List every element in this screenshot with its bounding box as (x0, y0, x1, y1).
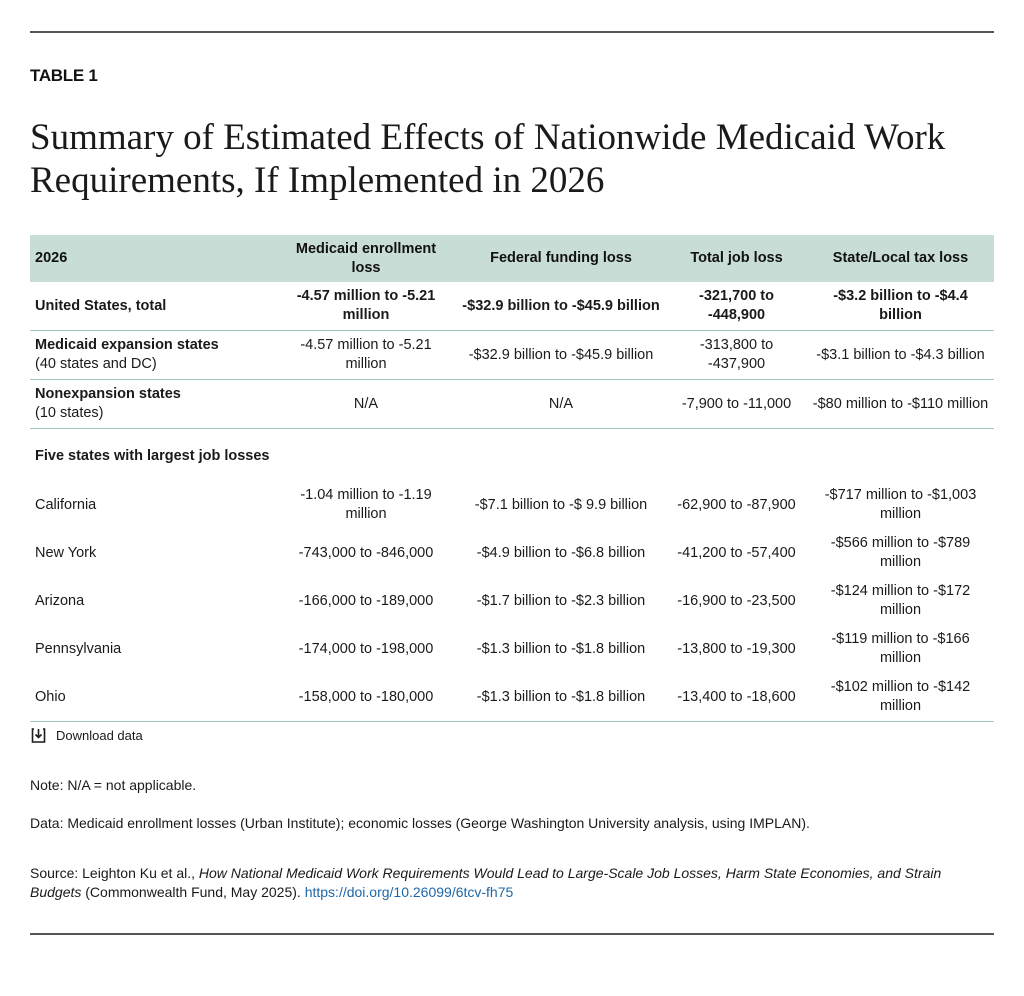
row-label: Pennsylvania (35, 640, 122, 657)
row-label: California (35, 496, 97, 513)
row-label (30, 380, 276, 429)
table-cell: -$119 million to -$166 million (831, 631, 970, 666)
table-cell: -$1.3 billion to -$1.8 billion (476, 640, 646, 657)
table-cell: -1.04 million to -1.19 million (300, 487, 432, 522)
section-label: Five states with largest job losses (35, 447, 270, 464)
table-row-state (30, 529, 994, 577)
table-cell: -13,400 to -18,600 (666, 673, 807, 722)
row-label: Arizona (35, 592, 85, 609)
table-cell: -7,900 to -11,000 (666, 380, 807, 429)
table-row-expansion (30, 331, 994, 380)
table-cell: -$32.9 billion to -$45.9 billion (456, 282, 666, 331)
table-cell: -166,000 to -189,000 (298, 592, 434, 609)
source-prefix: Source: Leighton Ku et al., (30, 865, 199, 881)
row-label-sub: (40 states and DC) (35, 356, 157, 372)
table-cell: -$102 million to -$142 million (807, 673, 994, 722)
table-cell: -62,900 to -87,900 (677, 496, 796, 513)
table-cell: -$3.1 billion to -$4.3 billion (807, 331, 994, 380)
note-text: Note: N/A = not applicable. (30, 777, 197, 793)
page-title: Summary of Estimated Effects of Nationwide Medicaid Work Requirements, If Implemented in 2026 (30, 117, 946, 201)
row-label-sub: (10 states) (35, 405, 104, 421)
table-row-state (30, 625, 994, 673)
table-cell: -$1.3 billion to -$1.8 billion (456, 673, 666, 722)
table-cell: N/A (276, 380, 456, 429)
top-rule (30, 31, 994, 33)
column-header: State/Local tax loss (807, 235, 994, 282)
table-cell: -4.57 million to -5.21 million (276, 331, 456, 380)
column-header: Federal funding loss (456, 235, 666, 282)
table-cell: -743,000 to -846,000 (298, 544, 434, 561)
data-source-text: Data: Medicaid enrollment losses (Urban Institute); economic losses (George Washington University analysis, using IMPLAN). (30, 815, 810, 831)
download-label: Download data (56, 728, 143, 743)
table-cell: -$1.7 billion to -$2.3 billion (476, 592, 646, 609)
row-label (30, 331, 276, 380)
table-cell: -$7.1 billion to -$ 9.9 billion (474, 496, 648, 513)
table-cell: -13,800 to -19,300 (677, 640, 796, 657)
table-cell: -$717 million to -$1,003 million (824, 487, 977, 522)
summary-table (30, 235, 994, 722)
table-cell: -4.57 million to -5.21 million (276, 282, 456, 331)
column-header: 2026 (30, 235, 276, 282)
table-cell: N/A (456, 380, 666, 429)
row-label-name: Nonexpansion states (35, 386, 181, 402)
table-cell: -$4.9 billion to -$6.8 billion (476, 544, 646, 561)
row-label: Ohio (30, 673, 276, 722)
source-citation (30, 864, 994, 902)
table-cell: -41,200 to -57,400 (677, 544, 796, 561)
source-doi-link[interactable]: https://doi.org/10.26099/6tcv-fh75 (304, 884, 514, 900)
row-label: United States, total (30, 282, 276, 331)
table-row-state (30, 481, 994, 529)
table-row-us-total (30, 282, 994, 331)
table-cell: -16,900 to -23,500 (677, 592, 796, 609)
table-cell: -$32.9 billion to -$45.9 billion (456, 331, 666, 380)
source-title: How National Medicaid Work Requirements Would Lead to Large-Scale Job Losses, Harm State Economies, and Strain Budgets (30, 865, 942, 900)
table-section-row (30, 429, 994, 482)
table-cell: -313,800 to -437,900 (666, 331, 807, 380)
column-header: Medicaid enrollment loss (276, 235, 456, 282)
row-label: New York (35, 544, 97, 561)
table-cell: -174,000 to -198,000 (298, 640, 434, 657)
download-data-button[interactable] (30, 727, 143, 744)
download-icon (30, 727, 47, 744)
table-cell: -321,700 to -448,900 (666, 282, 807, 331)
table-label: TABLE 1 (30, 66, 98, 85)
table-cell: -$566 million to -$789 million (830, 535, 971, 570)
table-row-state (30, 673, 994, 722)
table-cell: -$80 million to -$110 million (807, 380, 994, 429)
table-cell: -$124 million to -$172 million (830, 583, 971, 618)
table-row-nonexpansion (30, 380, 994, 429)
table-header-row (30, 235, 994, 282)
source-suffix: (Commonwealth Fund, May 2025). (81, 884, 305, 900)
table-cell: -$3.2 billion to -$4.4 billion (807, 282, 994, 331)
column-header: Total job loss (666, 235, 807, 282)
row-label-name: Medicaid expansion states (35, 337, 219, 353)
table-cell: -158,000 to -180,000 (276, 673, 456, 722)
table-row-state (30, 577, 994, 625)
bottom-rule (30, 933, 994, 935)
